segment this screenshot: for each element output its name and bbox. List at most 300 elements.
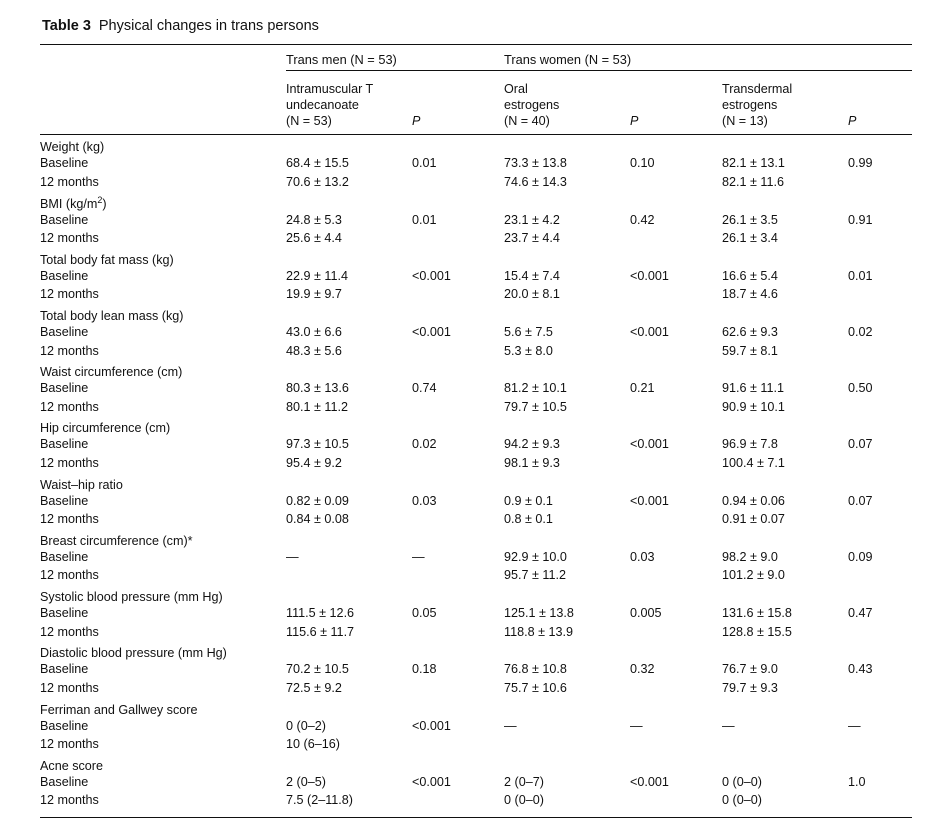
section-empty-cell xyxy=(848,698,912,717)
value-oral-estrogens: 0 (0–0) xyxy=(504,793,544,808)
row-label: 12 months xyxy=(40,456,99,471)
value-transdermal-estrogens: 16.6 ± 5.4 xyxy=(722,268,778,283)
table-row xyxy=(40,566,912,585)
section-empty-cell xyxy=(504,698,630,717)
value-oral-estrogens: 94.2 ± 9.3 xyxy=(504,437,560,452)
value-oral-estrogens xyxy=(504,735,630,754)
p-value-transdermal-estrogens xyxy=(848,735,912,754)
section-empty-cell xyxy=(286,416,412,435)
value-transdermal-estrogens: 101.2 ± 9.0 xyxy=(722,568,785,583)
section-empty-cell xyxy=(848,135,912,154)
section-empty-cell xyxy=(848,473,912,492)
p-value-oral-estrogens: <0.001 xyxy=(630,774,669,789)
section-row xyxy=(40,641,912,660)
p-value-im-t xyxy=(412,173,504,192)
value-oral-estrogens: 79.7 ± 10.5 xyxy=(504,399,567,414)
section-empty-cell xyxy=(722,416,848,435)
row-label: 12 months xyxy=(40,737,99,752)
column-header-p3: P xyxy=(848,114,857,129)
value-oral-estrogens: 74.6 ± 14.3 xyxy=(504,174,567,189)
p-value-oral-estrogens: 0.42 xyxy=(630,212,655,227)
row-label: Baseline xyxy=(40,268,89,283)
p-value-im-t: 0.18 xyxy=(412,662,437,677)
row-label: Baseline xyxy=(40,437,89,452)
p-value-transdermal-estrogens: 0.99 xyxy=(848,156,873,171)
value-oral-estrogens: 73.3 ± 13.8 xyxy=(504,156,567,171)
section-empty-cell xyxy=(286,360,412,379)
section-empty-cell xyxy=(722,754,848,773)
p-value-oral-estrogens xyxy=(630,229,722,248)
p-value-im-t xyxy=(412,735,504,754)
p-value-im-t xyxy=(412,229,504,248)
section-row xyxy=(40,529,912,548)
value-im-t: 7.5 (2–11.8) xyxy=(286,793,353,808)
value-im-t: 43.0 ± 6.6 xyxy=(286,324,342,339)
section-row xyxy=(40,416,912,435)
value-im-t: — xyxy=(286,549,299,564)
p-value-oral-estrogens: 0.005 xyxy=(630,606,662,621)
section-empty-cell xyxy=(286,248,412,267)
section-empty-cell xyxy=(504,360,630,379)
value-transdermal-estrogens: 82.1 ± 11.6 xyxy=(722,174,784,189)
p-value-transdermal-estrogens xyxy=(848,679,912,698)
table-caption-text: Physical changes in trans persons xyxy=(98,18,319,34)
col3-line3: (N = 13) xyxy=(722,114,768,129)
p-value-oral-estrogens: 0.32 xyxy=(630,662,655,677)
section-label: Ferriman and Gallwey score xyxy=(40,702,198,717)
section-empty-cell xyxy=(722,248,848,267)
column-header-row xyxy=(40,75,912,135)
p-value-transdermal-estrogens xyxy=(848,510,912,529)
value-transdermal-estrogens: 91.6 ± 11.1 xyxy=(722,381,784,396)
value-im-t: 25.6 ± 4.4 xyxy=(286,231,342,246)
table-row xyxy=(40,285,912,304)
col1-line3: (N = 53) xyxy=(286,114,332,129)
table-row xyxy=(40,717,912,736)
p-value-im-t xyxy=(412,398,504,417)
section-empty-cell xyxy=(504,585,630,604)
p-value-oral-estrogens: 0.10 xyxy=(630,156,655,171)
row-label: 12 months xyxy=(40,174,99,189)
section-empty-cell xyxy=(722,641,848,660)
value-oral-estrogens: 15.4 ± 7.4 xyxy=(504,268,560,283)
section-empty-cell xyxy=(286,698,412,717)
value-oral-estrogens: 0.9 ± 0.1 xyxy=(504,493,553,508)
value-oral-estrogens: 92.9 ± 10.0 xyxy=(504,549,567,564)
bottom-pad xyxy=(40,810,912,817)
section-empty-cell xyxy=(504,416,630,435)
p-value-im-t xyxy=(412,791,504,810)
section-empty-cell xyxy=(504,473,630,492)
p-value-oral-estrogens xyxy=(630,342,722,361)
section-row xyxy=(40,135,912,154)
value-transdermal-estrogens xyxy=(722,735,848,754)
section-empty-cell xyxy=(630,304,722,323)
section-label: Weight (kg) xyxy=(40,140,105,155)
p-value-im-t xyxy=(412,623,504,642)
row-label: 12 months xyxy=(40,399,99,414)
row-label: 12 months xyxy=(40,231,99,246)
p-value-oral-estrogens xyxy=(630,285,722,304)
p-value-oral-estrogens: 0.03 xyxy=(630,549,655,564)
value-transdermal-estrogens: 0.91 ± 0.07 xyxy=(722,512,785,527)
p-value-oral-estrogens: <0.001 xyxy=(630,493,669,508)
row-label: Baseline xyxy=(40,156,89,171)
table-row xyxy=(40,229,912,248)
table-row xyxy=(40,435,912,454)
section-label: Waist–hip ratio xyxy=(40,477,123,492)
p-value-oral-estrogens: 0.21 xyxy=(630,381,655,396)
section-empty-cell xyxy=(630,754,722,773)
section-empty-cell xyxy=(630,641,722,660)
section-label: Hip circumference (cm) xyxy=(40,421,171,436)
row-label: 12 months xyxy=(40,624,99,639)
p-value-im-t: 0.74 xyxy=(412,381,437,396)
p-value-im-t xyxy=(412,679,504,698)
column-header-p1: P xyxy=(412,114,421,129)
section-empty-cell xyxy=(412,416,504,435)
p-value-im-t xyxy=(412,342,504,361)
row-label: 12 months xyxy=(40,287,99,302)
value-im-t: 80.1 ± 11.2 xyxy=(286,399,348,414)
table-row xyxy=(40,267,912,286)
table-row xyxy=(40,735,912,754)
column-header-transdermal-estrogens xyxy=(722,75,848,135)
section-empty-cell xyxy=(504,304,630,323)
row-label: Baseline xyxy=(40,549,89,564)
section-label: BMI $(kg/m^2)$ xyxy=(40,194,107,211)
section-empty-cell xyxy=(630,698,722,717)
section-empty-cell xyxy=(504,192,630,211)
value-transdermal-estrogens: 59.7 ± 8.1 xyxy=(722,343,778,358)
section-empty-cell xyxy=(722,698,848,717)
p-value-transdermal-estrogens: — xyxy=(848,718,861,733)
p-value-im-t: 0.02 xyxy=(412,437,437,452)
table-row xyxy=(40,323,912,342)
row-label: 12 months xyxy=(40,793,99,808)
p-value-im-t xyxy=(412,566,504,585)
value-im-t: 72.5 ± 9.2 xyxy=(286,680,342,695)
section-empty-cell xyxy=(848,248,912,267)
table-row xyxy=(40,154,912,173)
section-empty-cell xyxy=(630,192,722,211)
group-header-row xyxy=(40,45,912,71)
value-transdermal-estrogens: 79.7 ± 9.3 xyxy=(722,680,778,695)
group-header-blank xyxy=(40,45,286,71)
p-value-im-t: <0.001 xyxy=(412,774,451,789)
value-im-t: 19.9 ± 9.7 xyxy=(286,287,342,302)
section-empty-cell xyxy=(630,416,722,435)
row-label: Baseline xyxy=(40,606,89,621)
p-value-im-t: <0.001 xyxy=(412,324,451,339)
section-empty-cell xyxy=(412,529,504,548)
p-value-transdermal-estrogens: 0.02 xyxy=(848,324,873,339)
section-empty-cell xyxy=(722,360,848,379)
section-label: Total body lean mass (kg) xyxy=(40,308,184,323)
section-empty-cell xyxy=(412,360,504,379)
section-empty-cell xyxy=(504,248,630,267)
p-value-im-t xyxy=(412,454,504,473)
value-transdermal-estrogens: 0.94 ± 0.06 xyxy=(722,493,785,508)
col1-line1: Intramuscular T xyxy=(286,82,374,96)
value-transdermal-estrogens: 128.8 ± 15.5 xyxy=(722,624,792,639)
p-value-oral-estrogens xyxy=(630,398,722,417)
section-label: Breast circumference (cm)* xyxy=(40,533,193,548)
column-header-oral-estrogens xyxy=(504,75,630,135)
col2-line2: estrogens xyxy=(504,98,560,113)
value-im-t: 24.8 ± 5.3 xyxy=(286,212,342,227)
section-empty-cell xyxy=(722,585,848,604)
value-oral-estrogens: 5.3 ± 8.0 xyxy=(504,343,553,358)
section-empty-cell xyxy=(412,473,504,492)
value-transdermal-estrogens: 82.1 ± 13.1 xyxy=(722,156,785,171)
p-value-im-t: — xyxy=(412,549,425,564)
column-header-blank xyxy=(40,75,286,135)
value-im-t: 97.3 ± 10.5 xyxy=(286,437,349,452)
col3-line2: estrogens xyxy=(722,98,778,113)
col3-line1: Transdermal xyxy=(722,82,793,96)
value-transdermal-estrogens: 26.1 ± 3.5 xyxy=(722,212,778,227)
value-im-t: 48.3 ± 5.6 xyxy=(286,343,342,358)
p-value-transdermal-estrogens xyxy=(848,623,912,642)
table-row xyxy=(40,211,912,230)
section-empty-cell xyxy=(630,135,722,154)
section-empty-cell xyxy=(722,192,848,211)
group-header-trans-men: Trans men (N = 53) xyxy=(286,45,504,71)
p-value-oral-estrogens: <0.001 xyxy=(630,268,669,283)
p-value-oral-estrogens: <0.001 xyxy=(630,324,669,339)
p-value-oral-estrogens xyxy=(630,791,722,810)
table-row xyxy=(40,623,912,642)
table-row xyxy=(40,679,912,698)
table-row xyxy=(40,173,912,192)
section-empty-cell xyxy=(504,641,630,660)
table-body xyxy=(40,135,912,810)
rule-bottom xyxy=(40,817,912,818)
value-oral-estrogens: 75.7 ± 10.6 xyxy=(504,680,567,695)
value-im-t: 115.6 ± 11.7 xyxy=(286,624,355,639)
p-value-transdermal-estrogens: 0.50 xyxy=(848,381,873,396)
value-im-t: 0.82 ± 0.09 xyxy=(286,493,349,508)
value-oral-estrogens: — xyxy=(504,718,517,733)
value-transdermal-estrogens: 0 (0–0) xyxy=(722,774,762,789)
section-empty-cell xyxy=(722,304,848,323)
p-value-transdermal-estrogens xyxy=(848,173,912,192)
section-empty-cell xyxy=(286,192,412,211)
value-im-t: 2 (0–5) xyxy=(286,774,326,789)
section-empty-cell xyxy=(848,641,912,660)
p-value-im-t: <0.001 xyxy=(412,718,451,733)
p-value-transdermal-estrogens: 0.07 xyxy=(848,437,873,452)
table-row xyxy=(40,548,912,567)
value-im-t xyxy=(286,566,412,585)
value-im-t: 10 (6–16) xyxy=(286,737,340,752)
value-transdermal-estrogens: 26.1 ± 3.4 xyxy=(722,231,778,246)
p-value-oral-estrogens xyxy=(630,454,722,473)
table-row xyxy=(40,342,912,361)
value-oral-estrogens: 0.8 ± 0.1 xyxy=(504,512,553,527)
table-caption xyxy=(42,18,910,34)
row-label: Baseline xyxy=(40,212,89,227)
value-transdermal-estrogens: 76.7 ± 9.0 xyxy=(722,662,778,677)
section-row xyxy=(40,473,912,492)
value-im-t: 70.2 ± 10.5 xyxy=(286,662,349,677)
row-label: Baseline xyxy=(40,381,89,396)
p-value-transdermal-estrogens xyxy=(848,454,912,473)
row-label: Baseline xyxy=(40,718,89,733)
section-row xyxy=(40,754,912,773)
p-value-im-t: 0.05 xyxy=(412,606,437,621)
col2-line3: (N = 40) xyxy=(504,114,550,129)
p-value-transdermal-estrogens: 0.91 xyxy=(848,212,873,227)
p-value-oral-estrogens xyxy=(630,679,722,698)
section-empty-cell xyxy=(286,304,412,323)
section-empty-cell xyxy=(412,585,504,604)
p-value-transdermal-estrogens xyxy=(848,229,912,248)
value-transdermal-estrogens: — xyxy=(722,718,735,733)
section-empty-cell xyxy=(848,192,912,211)
section-empty-cell xyxy=(630,473,722,492)
p-value-oral-estrogens: — xyxy=(630,718,643,733)
p-value-im-t: 0.01 xyxy=(412,212,437,227)
p-value-oral-estrogens: <0.001 xyxy=(630,437,669,452)
value-oral-estrogens: 2 (0–7) xyxy=(504,774,544,789)
section-empty-cell xyxy=(412,192,504,211)
section-empty-cell xyxy=(722,529,848,548)
row-label: Baseline xyxy=(40,774,89,789)
p-value-im-t: <0.001 xyxy=(412,268,451,283)
section-label: Waist circumference (cm) xyxy=(40,365,183,380)
section-empty-cell xyxy=(286,473,412,492)
section-empty-cell xyxy=(412,641,504,660)
section-row xyxy=(40,304,912,323)
row-label: 12 months xyxy=(40,568,99,583)
section-label: Diastolic blood pressure (mm Hg) xyxy=(40,646,227,661)
section-empty-cell xyxy=(412,135,504,154)
value-oral-estrogens: 125.1 ± 13.8 xyxy=(504,606,574,621)
row-label: Baseline xyxy=(40,324,89,339)
p-value-transdermal-estrogens: 0.43 xyxy=(848,662,873,677)
value-oral-estrogens: 76.8 ± 10.8 xyxy=(504,662,567,677)
table-row xyxy=(40,510,912,529)
value-transdermal-estrogens: 96.9 ± 7.8 xyxy=(722,437,778,452)
section-empty-cell xyxy=(412,698,504,717)
p-value-transdermal-estrogens xyxy=(848,398,912,417)
column-header-p2: P xyxy=(630,114,639,129)
value-transdermal-estrogens: 62.6 ± 9.3 xyxy=(722,324,778,339)
col1-line2: undecanoate xyxy=(286,98,359,113)
table-caption-label: Table 3 xyxy=(42,18,91,34)
p-value-transdermal-estrogens: 1.0 xyxy=(848,774,866,789)
section-empty-cell xyxy=(848,585,912,604)
p-value-oral-estrogens xyxy=(630,735,722,754)
section-empty-cell xyxy=(286,585,412,604)
p-value-im-t xyxy=(412,510,504,529)
p-value-transdermal-estrogens: 0.47 xyxy=(848,606,873,621)
section-empty-cell xyxy=(412,754,504,773)
row-label: 12 months xyxy=(40,680,99,695)
section-empty-cell xyxy=(722,135,848,154)
p-value-im-t: 0.01 xyxy=(412,156,437,171)
p-value-transdermal-estrogens: 0.09 xyxy=(848,549,873,564)
section-empty-cell xyxy=(286,529,412,548)
row-label: 12 months xyxy=(40,512,99,527)
section-row xyxy=(40,248,912,267)
section-label: Systolic blood pressure (mm Hg) xyxy=(40,590,223,605)
section-row xyxy=(40,585,912,604)
p-value-oral-estrogens xyxy=(630,510,722,529)
section-empty-cell xyxy=(722,473,848,492)
table-row xyxy=(40,604,912,623)
p-value-im-t xyxy=(412,285,504,304)
table-row xyxy=(40,773,912,792)
value-transdermal-estrogens: 131.6 ± 15.8 xyxy=(722,606,792,621)
section-empty-cell xyxy=(848,754,912,773)
section-row xyxy=(40,192,912,211)
value-transdermal-estrogens: 100.4 ± 7.1 xyxy=(722,456,785,471)
p-value-oral-estrogens xyxy=(630,173,722,192)
value-oral-estrogens: 98.1 ± 9.3 xyxy=(504,456,560,471)
p-value-transdermal-estrogens: 0.07 xyxy=(848,493,873,508)
table-row xyxy=(40,791,912,810)
group-header-trans-women: Trans women (N = 53) xyxy=(504,45,912,71)
row-label: 12 months xyxy=(40,343,99,358)
value-im-t: 68.4 ± 15.5 xyxy=(286,156,349,171)
value-oral-estrogens: 95.7 ± 11.2 xyxy=(504,568,566,583)
section-empty-cell xyxy=(504,529,630,548)
value-oral-estrogens: 81.2 ± 10.1 xyxy=(504,381,567,396)
value-im-t: 0 (0–2) xyxy=(286,718,326,733)
section-empty-cell xyxy=(848,304,912,323)
section-empty-cell xyxy=(848,529,912,548)
p-value-transdermal-estrogens xyxy=(848,566,912,585)
value-oral-estrogens: 5.6 ± 7.5 xyxy=(504,324,553,339)
p-value-transdermal-estrogens xyxy=(848,285,912,304)
section-empty-cell xyxy=(630,529,722,548)
section-empty-cell xyxy=(630,585,722,604)
value-oral-estrogens: 20.0 ± 8.1 xyxy=(504,287,560,302)
row-label: Baseline xyxy=(40,662,89,677)
section-empty-cell xyxy=(286,641,412,660)
row-label: Baseline xyxy=(40,493,89,508)
value-oral-estrogens: 23.7 ± 4.4 xyxy=(504,231,560,246)
section-empty-cell xyxy=(412,304,504,323)
p-value-transdermal-estrogens: 0.01 xyxy=(848,268,873,283)
section-empty-cell xyxy=(848,360,912,379)
section-empty-cell xyxy=(286,135,412,154)
section-empty-cell xyxy=(504,135,630,154)
value-transdermal-estrogens: 0 (0–0) xyxy=(722,793,762,808)
value-im-t: 80.3 ± 13.6 xyxy=(286,381,349,396)
value-im-t: 22.9 ± 11.4 xyxy=(286,268,348,283)
section-empty-cell xyxy=(848,416,912,435)
section-row xyxy=(40,360,912,379)
p-value-im-t: 0.03 xyxy=(412,493,437,508)
section-empty-cell xyxy=(630,360,722,379)
value-transdermal-estrogens: 18.7 ± 4.6 xyxy=(722,287,778,302)
value-im-t: 95.4 ± 9.2 xyxy=(286,456,342,471)
value-transdermal-estrogens: 98.2 ± 9.0 xyxy=(722,549,778,564)
value-oral-estrogens: 23.1 ± 4.2 xyxy=(504,212,560,227)
value-im-t: 111.5 ± 12.6 xyxy=(286,606,355,621)
col2-line1: Oral xyxy=(504,82,528,96)
p-value-transdermal-estrogens xyxy=(848,791,912,810)
section-empty-cell xyxy=(286,754,412,773)
physical-changes-table xyxy=(40,44,912,818)
table-row xyxy=(40,398,912,417)
section-label: Total body fat mass (kg) xyxy=(40,252,174,267)
p-value-oral-estrogens xyxy=(630,623,722,642)
